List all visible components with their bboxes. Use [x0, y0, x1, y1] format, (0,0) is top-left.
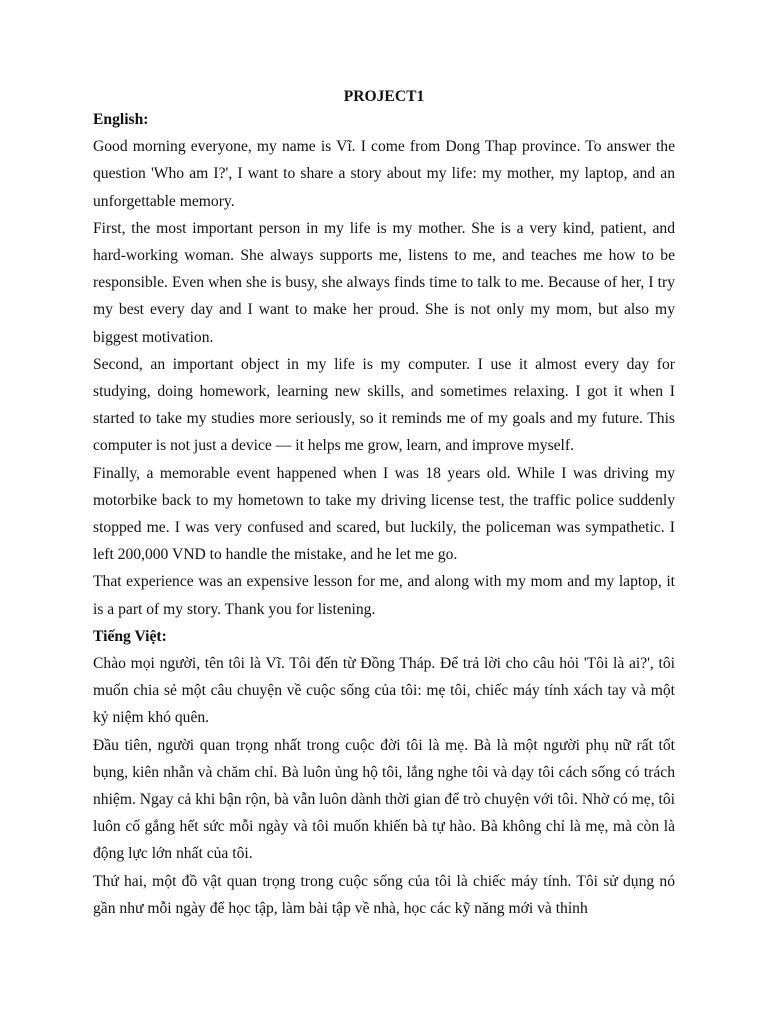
document-body	[93, 86, 675, 922]
english-paragraph-2: First, the most important person in my life is my mother. She is a very kind, patient, and hard-working woman. She always supports me, listens to me, and teaches me how to be responsible. Even when she is busy, she always finds time to talk to me. Because of her, I try my best every day and I want to make her proud. She is not only my mom, but also my biggest motivation.	[93, 219, 675, 346]
english-paragraph-4: Finally, a memorable event happened when I was 18 years old. While I was driving my motorbike back to my hometown to take my driving license test, the traffic police suddenly stopped me. I was very confused and scared, but luckily, the policeman was sympathetic. I left 200,000 VND to handle the mistake, and he let me go.	[93, 464, 675, 564]
vietnamese-paragraph-2: Đầu tiên, người quan trọng nhất trong cuộc đời tôi là mẹ. Bà là một người phụ nữ rất tốt bụng, kiên nhẫn và chăm chỉ. Bà luôn ủng hộ tôi, lắng nghe tôi và dạy tôi cách sống có trách nhiệm. Ngay cả khi bận rộn, bà vẫn luôn dành thời gian để trò chuyện với tôi. Nhờ có mẹ, tôi luôn cố gắng hết sức mỗi ngày và tôi muốn khiến bà tự hào. Bà không chỉ là mẹ, mà còn là động lực lớn nhất của tôi.	[93, 736, 675, 863]
english-paragraph-1: Good morning everyone, my name is Vĩ. I come from Dong Thap province. To answer the question 'Who am I?', I want to share a story about my life: my mother, my laptop, and an unforgettable memory.	[93, 138, 675, 210]
vietnamese-paragraph-1: Chào mọi người, tên tôi là Vĩ. Tôi đến từ Đồng Tháp. Để trả lời cho câu hỏi 'Tôi là ai?', tôi muốn chia sẻ một câu chuyện về cuộc sống của tôi: mẹ tôi, chiếc máy tính xách tay và một kỷ niệm khó quên.	[93, 655, 675, 727]
english-heading: English:	[93, 111, 149, 128]
english-paragraph-3: Second, an important object in my life is my computer. I use it almost every day for studying, doing homework, learning new skills, and sometimes relaxing. I got it when I started to take my studies more seriously, so it reminds me of my goals and my future. This computer is not just a device — it helps me grow, learn, and improve myself.	[93, 355, 675, 455]
english-paragraph-5: That experience was an expensive lesson for me, and along with my mom and my laptop, it is a part of my story. Thank you for listening.	[93, 573, 675, 618]
vietnamese-heading: Tiếng Việt:	[93, 627, 167, 645]
document-title: PROJECT1	[343, 88, 425, 105]
vietnamese-paragraph-3: Thứ hai, một đồ vật quan trọng trong cuộc sống của tôi là chiếc máy tính. Tôi sử dụng nó gần như mỗi ngày để học tập, làm bài tập về nhà, học các kỹ năng mới và thỉnh	[93, 872, 675, 917]
